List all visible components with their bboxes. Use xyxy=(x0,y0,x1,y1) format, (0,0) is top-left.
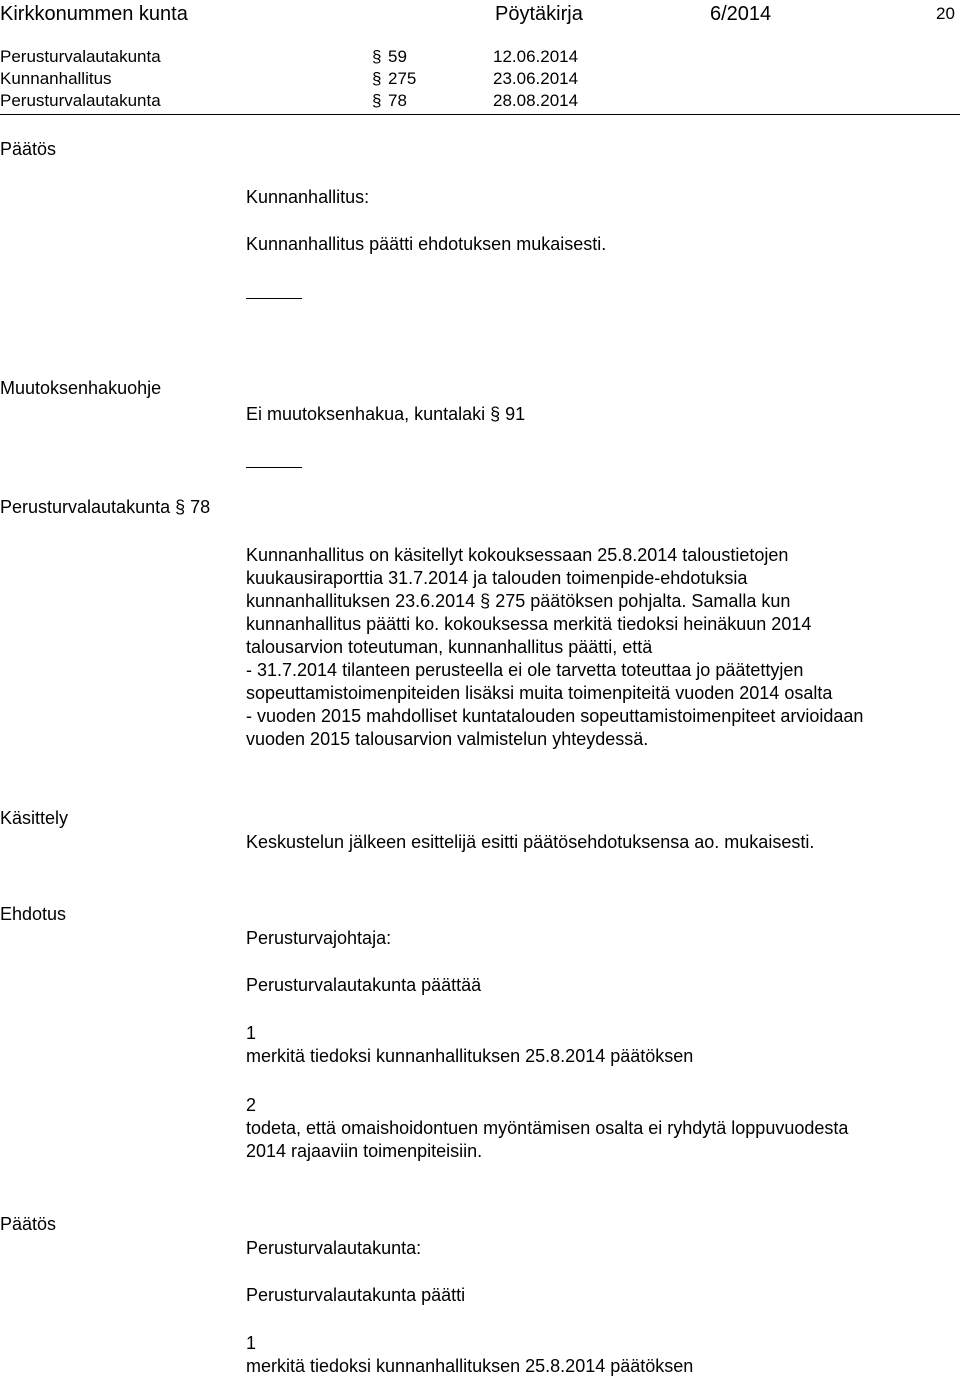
section-sign-icon: § xyxy=(372,91,382,110)
decision-item-text: merkitä tiedoksi kunnanhallituksen 25.8.2014 päätöksen xyxy=(246,1356,694,1376)
section-label-muutoksenhaku: Muutoksenhakuohje xyxy=(0,378,162,398)
body-line: talousarvion toteutuman, kunnanhallitus päätti, että xyxy=(246,637,653,657)
header-divider xyxy=(0,114,960,115)
document-type: Pöytäkirja xyxy=(495,3,583,25)
reference-body: Perusturvalautakunta xyxy=(0,91,161,110)
body-line: kuukausiraporttia 31.7.2014 ja talouden toimenpide-ehdotuksia xyxy=(246,568,748,588)
reference-date: 28.08.2014 xyxy=(493,91,579,110)
document-number: 6/2014 xyxy=(710,3,772,25)
separator-line xyxy=(246,298,302,299)
body-line: kunnanhallitus päätti ko. kokouksessa merkitä tiedoksi heinäkuun 2014 xyxy=(246,614,812,634)
reference-body: Kunnanhallitus xyxy=(0,69,112,88)
municipality-name: Kirkkonummen kunta xyxy=(0,3,188,25)
proposal-item-text: todeta, että omaishoidontuen myöntämisen osalta ei ryhdytä loppuvuodesta xyxy=(246,1118,849,1138)
reference-number: 275 xyxy=(388,69,417,88)
section-label-ehdotus: Ehdotus xyxy=(0,904,67,924)
section-78-body xyxy=(246,544,956,751)
proposal-heading: Perusturvajohtaja: xyxy=(246,928,392,948)
section-label-paatos: Päätös xyxy=(0,139,57,159)
processing-text: Keskustelun jälkeen esittelijä esitti päätösehdotuksensa ao. mukaisesti. xyxy=(246,832,815,852)
decision-intro: Perusturvalautakunta päätti xyxy=(246,1285,466,1305)
reference-number: 59 xyxy=(388,47,407,66)
section-sign-icon: § xyxy=(372,47,382,66)
decision-heading: Perusturvalautakunta: xyxy=(246,1238,422,1258)
body-line: vuoden 2015 talousarvion valmistelun yhteydessä. xyxy=(246,729,649,749)
body-line: kunnanhallituksen 23.6.2014 § 275 päätöksen pohjalta. Samalla kun xyxy=(246,591,791,611)
reference-date: 23.06.2014 xyxy=(493,69,579,88)
decision-item-number: 1 xyxy=(246,1333,257,1353)
proposal-item-text: merkitä tiedoksi kunnanhallituksen 25.8.2014 päätöksen xyxy=(246,1046,694,1066)
proposal-intro: Perusturvalautakunta päättää xyxy=(246,975,482,995)
section-label-ptltk-78: Perusturvalautakunta § 78 xyxy=(0,497,211,517)
decision-text: Kunnanhallitus päätti ehdotuksen mukaisesti. xyxy=(246,234,607,254)
body-line: - vuoden 2015 mahdolliset kuntatalouden sopeuttamistoimenpiteet arvioidaan xyxy=(246,706,864,726)
appeal-instruction-text: Ei muutoksenhakua, kuntalaki § 91 xyxy=(246,404,526,424)
section-sign-icon: § xyxy=(372,69,382,88)
section-label-kasittely: Käsittely xyxy=(0,808,69,828)
reference-body: Perusturvalautakunta xyxy=(0,47,161,66)
body-line: - 31.7.2014 tilanteen perusteella ei ole tarvetta toteuttaa jo päätettyjen xyxy=(246,660,804,680)
proposal-item-number: 1 xyxy=(246,1023,257,1043)
proposal-item-number: 2 xyxy=(246,1095,257,1115)
proposal-item-text: 2014 rajaaviin toimenpiteisiin. xyxy=(246,1141,483,1161)
section-label-paatos: Päätös xyxy=(0,1214,57,1234)
separator-line xyxy=(246,467,302,468)
decision-heading: Kunnanhallitus: xyxy=(246,187,370,207)
body-line: Kunnanhallitus on käsitellyt kokouksessaan 25.8.2014 taloustietojen xyxy=(246,545,789,565)
reference-number: 78 xyxy=(388,91,407,110)
reference-date: 12.06.2014 xyxy=(493,47,579,66)
body-line: sopeuttamistoimenpiteiden lisäksi muita toimenpiteitä vuoden 2014 osalta xyxy=(246,683,833,703)
page-number: 20 xyxy=(936,4,955,23)
